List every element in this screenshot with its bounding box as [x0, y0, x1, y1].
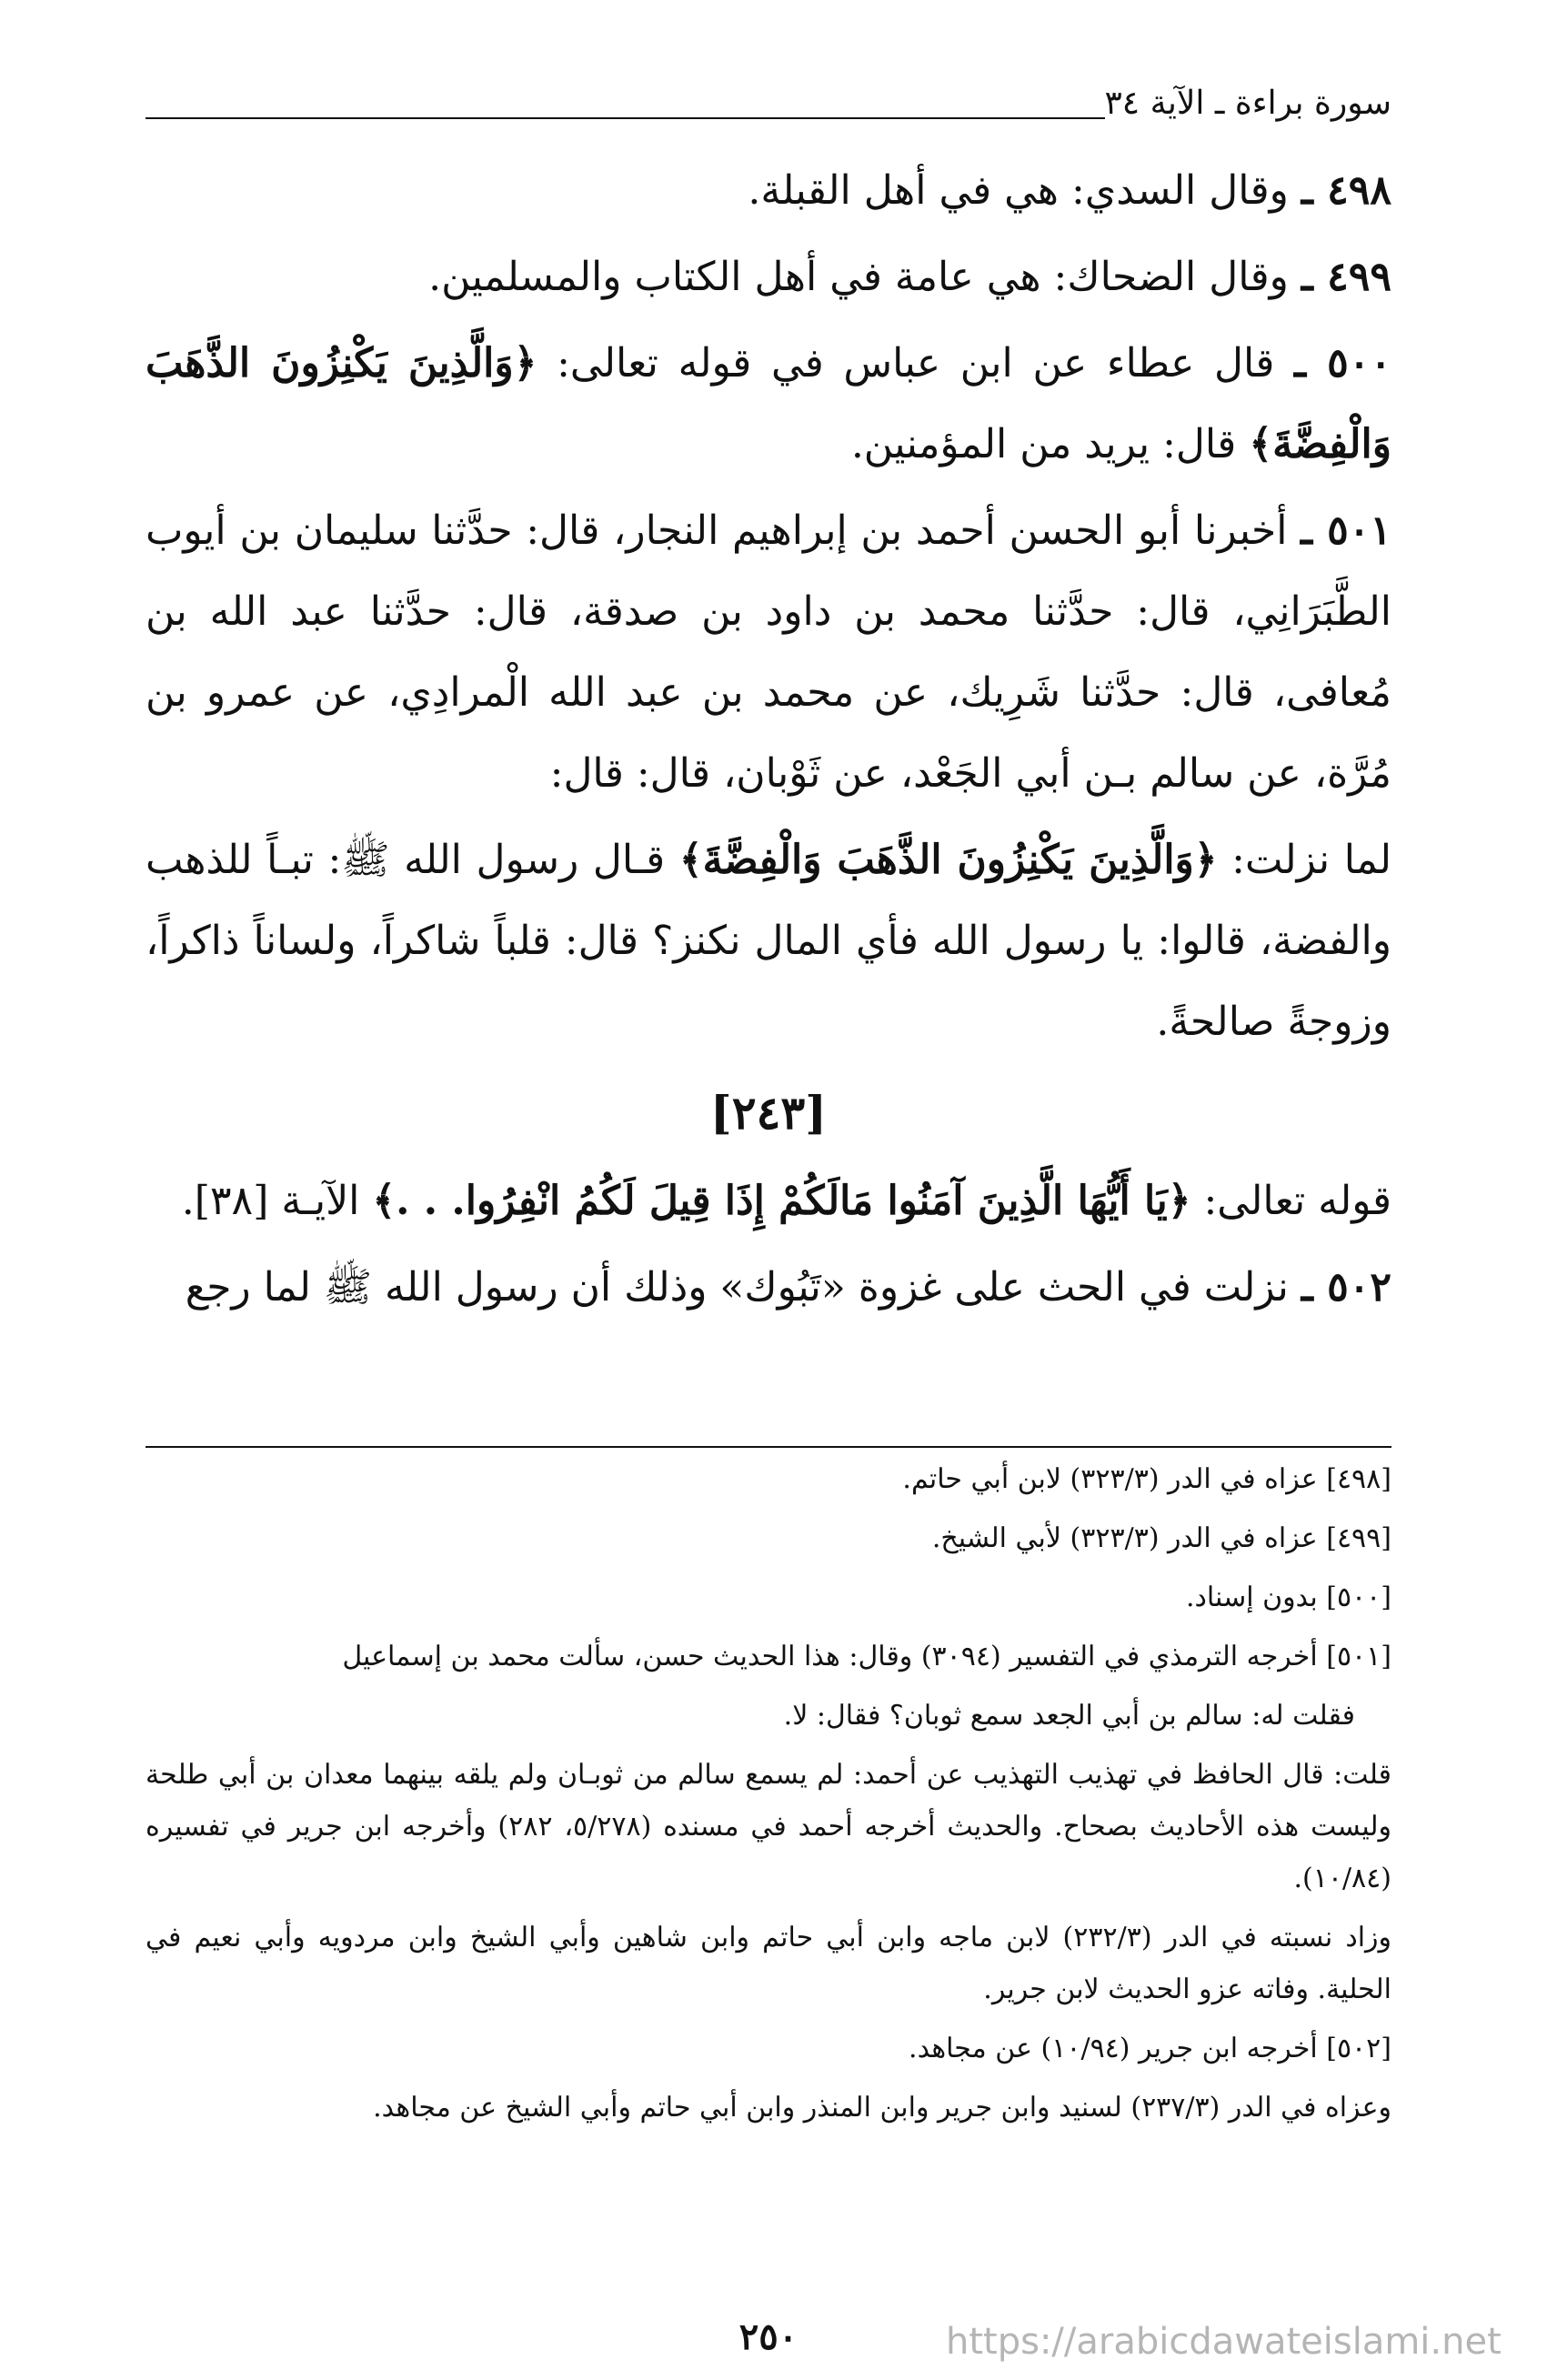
- paragraph-text: لما نزلت:: [1217, 837, 1391, 883]
- main-text: [146, 150, 1391, 1333]
- paragraph-498: [146, 150, 1391, 231]
- paragraph-text: قال عطاء عن ابن عباس في قوله تعالى:: [537, 340, 1295, 387]
- footnote: [٥٠١] أخرجه الترمذي في التفسير (٣٠٩٤) وقال: هذا الحديث حسن، سألت محمد بن إسماعيل: [342, 1641, 1391, 1672]
- paragraph-number: ٥٠٠ ـ: [1294, 340, 1392, 387]
- paragraph-text: وقال السدي: هي في أهل القبلة.: [748, 167, 1301, 214]
- paragraph-text: نزلت في الحث على غزوة «تَبُوك» وذلك أن رسول الله ﷺ لما رجع: [185, 1264, 1301, 1311]
- quran-quote: ﴿وَالَّذِينَ يَكْنِزُونَ الذَّهَبَ وَالْفِضَّةَ﴾: [146, 340, 1391, 467]
- footnote: وزاد نسبته في الدر (٢٣٢/٣) لابن ماجه وابن أبي حاتم وابن شاهين وأبي الشيخ وابن مردويه وأبي نعيم في الحلية. وفاته عزو الحديث لابن جرير.: [146, 1922, 1391, 2005]
- footnote: وعزاه في الدر (٢٣٧/٣) لسنيد وابن جرير وابن المنذر وابن أبي حاتم وأبي الشيخ عن مجاهد.: [373, 2092, 1391, 2124]
- running-header-title: سورة براءة ـ الآية ٣٤: [1104, 85, 1391, 122]
- header-rule: [146, 117, 1105, 119]
- paragraph-number: ٤٩٩ ـ: [1301, 254, 1391, 300]
- paragraph-500: [146, 323, 1391, 485]
- paragraph-501-hadith: [146, 819, 1391, 1062]
- quran-quote: ﴿وَالَّذِينَ يَكْنِزُونَ الذَّهَبَ وَالْفِضَّةَ﴾: [678, 837, 1218, 883]
- paragraph-text: وقال الضحاك: هي عامة في أهل الكتاب والمسلمين.: [428, 254, 1301, 300]
- book-page: [146, 0, 1391, 2380]
- watermark-url: https://arabicdawateislami.net: [946, 2321, 1502, 2363]
- paragraph-502: [146, 1247, 1391, 1328]
- paragraph-501: [146, 490, 1391, 814]
- footnote-rule: [146, 1446, 1391, 1448]
- footnote: فقلت له: سالم بن أبي الجعد سمع ثوبان؟ فقال: لا.: [783, 1700, 1355, 1732]
- paragraph-text: الآيـة [٣٨].: [181, 1178, 373, 1224]
- paragraph-text: أخبرنا أبو الحسن أحمد بن إبراهيم النجار، قال: حدَّثنا سليمان بن أيوب الطَّبَرَانِي، قال: حدَّثنا محمد بن داود بن صدقة، قال: حدَّثنا عبد الله بن مُعافى، قال: حدَّثنا شَرِيك، عن محمد بن عبد الله الْمرادِي، عن عمرو بن مُرَّة، عن سالم بـن أبي الجَعْد، عن ثَوْبان، قال: قال:: [146, 507, 1391, 797]
- footnote: قلت: قال الحافظ في تهذيب التهذيب عن أحمد: لم يسمع سالم من ثوبـان ولم يلقه بينهما معدان بن أبي طلحة وليست هذه الأحاديث بصحاح. والحديث أخرجه أحمد في مسنده (٥/٢٧٨، ٢٨٢) وأخرجه ابن جرير في تفسيره (١٠/٨٤).: [146, 1759, 1392, 1894]
- paragraph-499: [146, 236, 1391, 317]
- paragraph-text: قوله تعالى:: [1190, 1178, 1391, 1224]
- footnote: [٥٠٠] بدون إسناد.: [1185, 1582, 1391, 1613]
- section-marker: [٢٤٣]: [710, 1086, 827, 1140]
- page-number: ٢٥٠: [738, 2315, 799, 2358]
- footnote: [٤٩٨] عزاه في الدر (٣٢٣/٣) لابن أبي حاتم.: [902, 1463, 1391, 1495]
- footnote: [٤٩٩] عزاه في الدر (٣٢٣/٣) لأبي الشيخ.: [931, 1522, 1391, 1554]
- footnote: [٥٠٢] أخرجه ابن جرير (١٠/٩٤) عن مجاهد.: [909, 2033, 1391, 2064]
- paragraph-text: قـال رسول الله ﷺ: تبـاً للذهب والفضة، قالوا: يا رسول الله فأي المال نكنز؟ قال: قلباً شاكراً، ولساناً ذاكراً، وزوجةً صالحةً.: [146, 837, 1391, 1045]
- running-header: [146, 84, 1391, 138]
- paragraph-text: قال: يريد من المؤمنين.: [850, 421, 1250, 467]
- paragraph-number: ٥٠٢ ـ: [1301, 1264, 1391, 1311]
- paragraph-number: ٥٠١ ـ: [1301, 507, 1391, 554]
- footnotes: [146, 1453, 1391, 2141]
- paragraph-number: ٤٩٨ ـ: [1301, 167, 1391, 214]
- quran-quote: ﴿يَا أَيُّهَا الَّذِينَ آمَنُوا مَالَكُمْ إِذَا قِيلَ لَكُمُ انْفِرُوا. . .﴾: [372, 1178, 1191, 1224]
- verse-paragraph: [146, 1160, 1391, 1241]
